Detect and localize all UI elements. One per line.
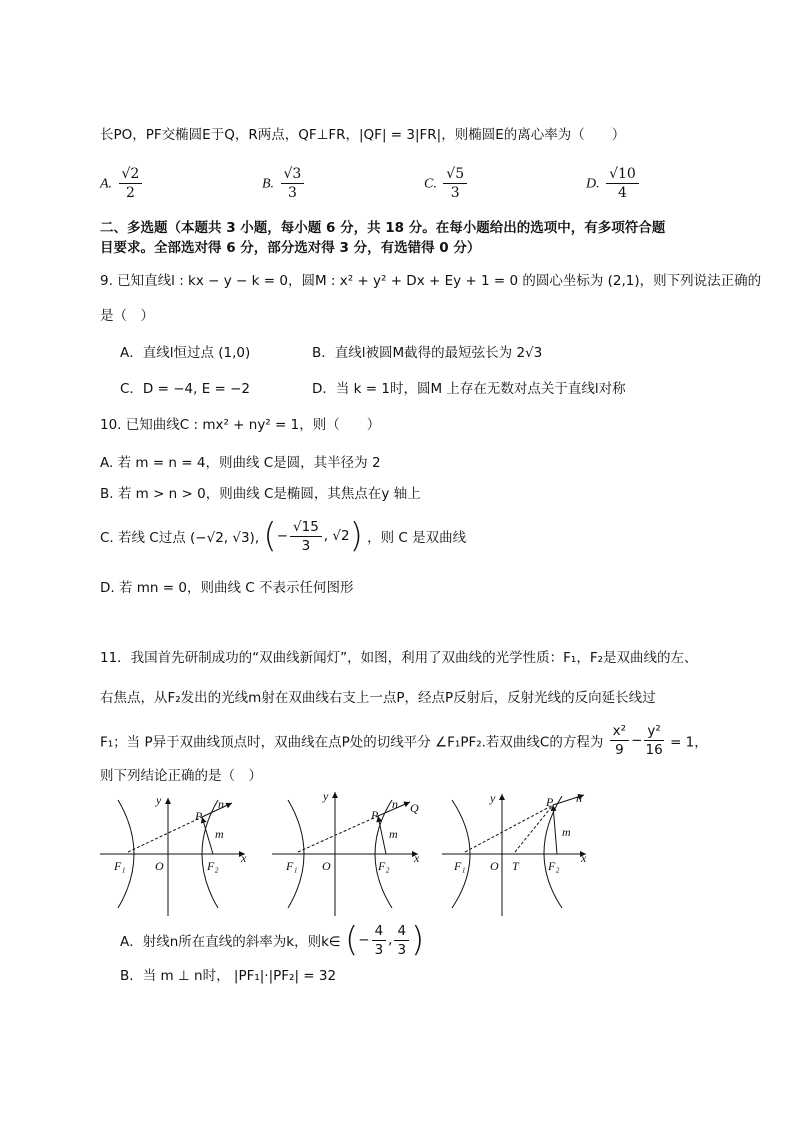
label-f2: F₂ [378,859,390,873]
label-f1: F₁ [454,859,466,873]
q10-option-d[interactable]: D. 若 mn = 0，则曲线 C 不表示任何图形 [100,580,354,596]
option-denominator: 2 [125,185,135,201]
q9-option-d[interactable]: D．当 k = 1时，圆M 上存在无数对点关于直线l对称 [312,381,626,397]
option-denominator: 4 [617,185,627,201]
fraction-denominator: 3 [301,537,311,554]
label-m: m [389,827,398,841]
option-c-suffix: ，则 C 是双曲线 [367,530,467,546]
label-p: P [546,795,554,809]
q8-option-a[interactable] [100,165,144,202]
label-t: T [512,859,519,873]
ray-n [202,803,232,817]
option-letter: A. [100,176,113,192]
label-x: x [241,851,247,865]
paren-right-glyph: ) [349,516,363,556]
label-o: O [322,859,331,873]
fraction-numerator: √15 [290,518,322,537]
eq-denominator-16: 16 [645,742,663,758]
q8-option-d[interactable] [586,165,641,202]
q11-stem-line4: 则下列结论正确的是（ ） [100,768,262,784]
eq-denominator-9: 9 [615,742,624,758]
option-denominator: 3 [287,185,297,201]
q11-option-a[interactable]: A．射线n所在直线的斜率为k，则k∈ (− $\frac{4}{3}$ , $\frac{4}{3}$ ) [120,920,425,960]
fraction-denominator: 3 [397,941,407,958]
label-y: y [156,793,162,807]
q9-option-a[interactable]: A．直线l恒过点 (1,0) [120,345,251,361]
label-o: O [490,859,499,873]
figure-1 [100,798,245,916]
eq-numerator-x: x² [610,722,629,741]
label-q: Q [410,801,419,815]
ray-m [378,816,386,854]
q11-stem-line2: 右焦点，从F₂发出的光线m射在双曲线右支上一点P，经点P反射后，反射光线的反向延长线过 [100,690,656,706]
option-numerator: √5 [443,165,467,184]
q11-option-b[interactable]: B．当 m ⊥ n时， |PF₁|·|PF₂| = 32 [120,968,337,984]
paren-left-glyph: ( [344,920,359,960]
option-letter: C. [424,176,437,192]
label-f2: F₂ [548,859,560,873]
q8-option-c[interactable] [424,165,469,202]
q10-stem: 10. 已知曲线C : mx² + ny² = 1，则（ ） [100,417,381,433]
q9-option-b[interactable]: B．直线l被圆M截得的最短弦长为 2√3 [312,345,543,361]
option-letter: B. [262,176,275,192]
label-n: n [392,797,398,811]
dashed-ray [128,817,202,852]
label-f1: F₁ [286,859,298,873]
q11-stem-line1: 11．我国首先研制成功的“双曲线新闻灯”，如图，利用了双曲线的光学性质：F₁，F₂是双曲线的左、 [100,650,698,666]
label-m: m [215,827,224,841]
figure-3 [442,794,586,916]
label-p: P [195,809,203,823]
option-numerator: √10 [606,165,639,184]
q8-stem-tail: 长PO，PF交椭圆E于Q，R两点，QF⊥FR，|QF| = 3|FR|，则椭圆E的离心率为（ ） [100,127,626,143]
label-x: x [581,851,587,865]
q11-stem-line3: F₁；当 P异于双曲线顶点时，双曲线在点P处的切线平分 ∠F₁PF₂.若双曲线C的方程为 $\frac{\text{x²}}{9}$ − $\frac{\text{y²}}{16}$ = 1， [100,723,708,758]
label-o: O [155,859,164,873]
q8-option-b[interactable] [262,165,306,202]
option-c-prefix: C. 若线 C过点 (−√2, √3), [100,530,260,546]
q9-stem-line1: 9. 已知直线l : kx − y − k = 0，圆M : x² + y² + Dx + Ey + 1 = 0 的圆心坐标为 (2,1)，则下列说法正确的 [100,273,762,289]
fraction-numerator: 4 [394,922,409,941]
label-n: n [576,791,582,805]
paren-right-glyph: ) [411,920,425,960]
section-heading-line1: 二、多选题（本题共 3 小题，每小题 6 分，共 18 分。在每小题给出的选项中，有多项符合题 [100,220,666,236]
q9-option-c[interactable]: C．D = −4, E = −2 [120,381,251,397]
q10-option-b[interactable]: B. 若 m > n > 0，则曲线 C是椭圆，其焦点在y 轴上 [100,486,421,502]
fraction-denominator: 3 [374,941,384,958]
label-f2: F₂ [207,859,219,873]
label-f1: F₁ [114,859,126,873]
q10-option-a[interactable]: A. 若 m = n = 4，则曲线 C是圆，其半径为 2 [100,455,381,471]
dashed-ray [298,816,378,852]
label-m: m [562,825,571,839]
option-denominator: 3 [450,185,460,201]
hyperbola-figures [0,790,794,930]
q9-stem-line2: 是（ ） [100,308,154,324]
eq-numerator-y: y² [644,722,663,741]
paren-left-glyph: ( [263,516,277,556]
option-numerator: √3 [281,165,305,184]
label-x: x [414,851,420,865]
option-numerator: √2 [119,165,143,184]
ray-m [553,805,557,854]
dashed-ray [465,805,553,852]
eq-suffix: = 1， [670,734,708,751]
q10-option-c[interactable]: C. 若线 C过点 (−√2, √3), (− $\frac{√15}{3}$ , √2) ，则 C 是双曲线 [100,516,467,556]
section-heading-line2: 目要求。全部选对得 6 分，部分选对得 3 分，有选错得 0 分） [100,240,481,256]
label-p: P [371,808,379,822]
option-letter: D. [586,176,600,192]
stem-line3-text: F₁；当 P异于双曲线顶点时，双曲线在点P处的切线平分 ∠F₁PF₂.若双曲线C的方程为 [100,734,604,751]
label-n: n [218,797,224,811]
fraction-numerator: 4 [372,922,387,941]
option-a-text: A．射线n所在直线的斜率为k，则k∈ [120,934,341,950]
label-y: y [490,791,496,805]
label-y: y [323,790,329,803]
